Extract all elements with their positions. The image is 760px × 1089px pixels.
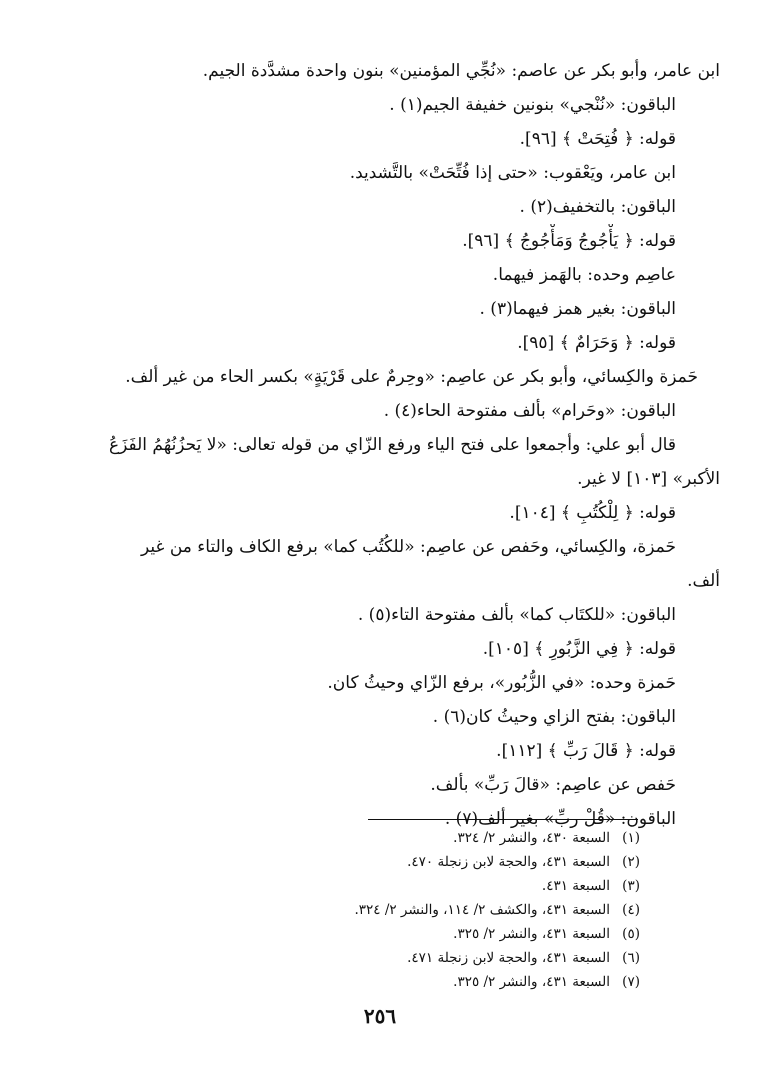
- text-line: حَمزة والكِسائي، وأبو بكر عن عاصِم: «وحِرمٌ على قَرْيَةٍ» بكسر الحاء من غير ألف.: [125, 367, 698, 387]
- text-line: الباقون: بغير همز فيهما(٣) .: [479, 299, 676, 319]
- text-line: قوله: ﴿ فِي الزَّبُورِ ﴾ [١٠٥].: [482, 639, 676, 659]
- text-line: عاصِم وحده: بالهَمز فيهما.: [492, 265, 676, 285]
- text-line: الباقون: «قُلْ ربِّ» بغير ألف(٧) .: [444, 809, 676, 829]
- footnote-text: السبعة ٤٣١.: [541, 878, 610, 894]
- footnote-number: (١): [622, 830, 640, 846]
- footnote-number: (٣): [622, 878, 640, 894]
- text-line: ابن عامر، ويَعْقوب: «حتى إذا فُتِّحَتْ» بالتَّشديد.: [349, 163, 676, 183]
- footnote-number: (٥): [622, 926, 640, 942]
- text-line: الباقون: بفتح الزاي وحيثُ كان(٦) .: [432, 707, 676, 727]
- text-line: ابن عامر، وأبو بكر عن عاصم: «نُجِّي المؤمنين» بنون واحدة مشدَّدة الجيم.: [202, 61, 720, 81]
- text-line: الباقون: «نُنْجي» بنونين خفيفة الجيم(١) .: [389, 95, 676, 115]
- footnote: [120, 898, 640, 922]
- text-line: قوله: ﴿ يَأْجُوجُ وَمَأْجُوجُ ﴾ [٩٦].: [462, 231, 676, 251]
- text-line: الأكبر» [١٠٣] لا غير.: [577, 469, 720, 489]
- footnotes: [120, 826, 640, 994]
- text-line: ألف.: [687, 571, 720, 591]
- footnote: [120, 826, 640, 850]
- text-line: حَمزة وحده: «في الزُّبُور»، برفع الزّاي وحيثُ كان.: [327, 673, 676, 693]
- footnote-number: (٧): [622, 974, 640, 990]
- text-line: قوله: ﴿ لِلْكُتُبِ ﴾ [١٠٤].: [509, 503, 676, 523]
- footnote-text: السبعة ٤٣١، والحجة لابن زنجلة ٤٧١.: [407, 950, 610, 966]
- footnote-number: (٦): [622, 950, 640, 966]
- footnote: [120, 922, 640, 946]
- footnote-number: (٤): [622, 902, 640, 918]
- text-line: حَمزة، والكِسائي، وحَفص عن عاصِم: «للكُتُب كما» برفع الكاف والتاء من غير: [141, 537, 676, 557]
- page-number: ٢٥٦: [363, 1004, 397, 1028]
- footnote-text: السبعة ٤٣١، والنشر ٢/ ٣٢٥.: [453, 974, 610, 990]
- text-line: قوله: ﴿ وَحَرَامٌ ﴾ [٩٥].: [517, 333, 676, 353]
- text-line: قوله: ﴿ قَالَ رَبِّ ﴾ [١١٢].: [496, 741, 676, 761]
- footnote: [120, 970, 640, 994]
- footnote: [120, 850, 640, 874]
- text-line: حَفص عن عاصِم: «قالَ رَبِّ» بألف.: [430, 775, 676, 795]
- text-line: قال أبو علي: وأجمعوا على فتح الياء ورفع الزّاي من قوله تعالى: «لا يَحزُنُهُمُ الفَزَعُ: [108, 435, 676, 455]
- footnote-text: السبعة ٤٣١، والحجة لابن زنجلة ٤٧٠.: [407, 854, 610, 870]
- main-text: [40, 54, 720, 836]
- text-line: الباقون: «وحَرام» بألف مفتوحة الحاء(٤) .: [383, 401, 676, 421]
- footnote-text: السبعة ٤٣١، والنشر ٢/ ٣٢٥.: [453, 926, 610, 942]
- footnote-text: السبعة ٤٣١، والكشف ٢/ ١١٤، والنشر ٢/ ٣٢٤.: [354, 902, 610, 918]
- footnote: [120, 874, 640, 898]
- footnote-number: (٢): [622, 854, 640, 870]
- text-line: الباقون: «للكتَاب كما» بألف مفتوحة التاء(٥) .: [357, 605, 676, 625]
- text-line: قوله: ﴿ فُتِحَتْ ﴾ [٩٦].: [519, 129, 676, 149]
- footnote-text: السبعة ٤٣٠، والنشر ٢/ ٣٢٤.: [453, 830, 610, 846]
- footnote: [120, 946, 640, 970]
- text-line: الباقون: بالتخفيف(٢) .: [519, 197, 676, 217]
- footnote-separator: [368, 819, 638, 820]
